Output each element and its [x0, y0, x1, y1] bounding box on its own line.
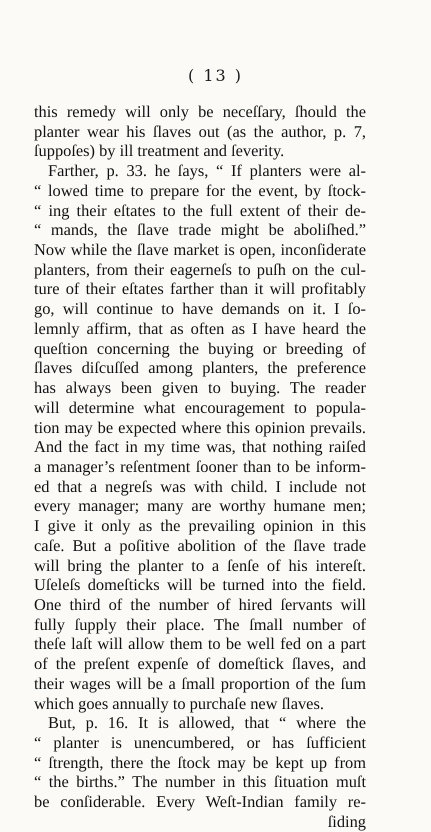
text-line: I give it only as the prevailing opinion in this — [34, 516, 366, 536]
text-line: go, will continue to have demands on it. I ſo- — [34, 299, 366, 319]
text-line: ed that a negreſs was with child. I include not — [34, 476, 366, 496]
text-line: a manager’s reſentment ſooner than to be inform- — [34, 456, 366, 476]
text-line: lemnly affirm, that as often as I have heard the — [34, 318, 366, 338]
text-line: “ ing their eſtates to the full extent of their de- — [34, 200, 366, 220]
text-line: ſuppoſes) by ill treatment and ſeverity. — [34, 141, 285, 161]
text-line: be conſiderable. Every Weſt-Indian family re- — [34, 792, 366, 812]
text-line: ſlaves diſcuſſed among planters, the preference — [34, 358, 366, 378]
text-line: every manager; many are worthy humane men; — [34, 496, 366, 516]
text-line: will determine what encouragement to popula- — [34, 397, 366, 417]
text-line: planter wear his ſlaves out (as the author, p. 7, — [34, 121, 366, 141]
text-line: “ planter is unencumbered, or has ſufficient — [34, 733, 366, 752]
text-line: fully ſupply their place. The ſmall number of — [34, 614, 366, 634]
text-line: of the preſent expenſe of domeſtick ſlaves, and — [34, 654, 366, 674]
text-line: will bring the planter to a ſenſe of his intereſt. — [34, 555, 366, 575]
text-line: queſtion concerning the buying or breeding of — [34, 338, 366, 358]
text-line: caſe. But a poſitive abolition of the ſlave trade — [34, 535, 366, 555]
text-line: this remedy will only be neceſſary, ſhould the — [34, 102, 366, 121]
text-line: And the fact in my time was, that nothing raiſed — [34, 437, 366, 457]
catchword: ſiding — [327, 811, 366, 831]
text-line: “ the births.” The number in this ſituation muſt — [34, 772, 366, 792]
text-line: “ ſtrength, there the ſtock may be kept up from — [34, 752, 366, 772]
text-line: which goes annually to purchaſe new ſlaves. — [34, 693, 324, 713]
text-line: “ lowed time to prepare for the event, by ſtock- — [34, 180, 366, 200]
text-line: theſe laſt will allow them to be well fed on a part — [34, 634, 366, 654]
text-line: their wages will be a ſmall proportion of the ſum — [34, 673, 366, 693]
text-line: tion may be expected where this opinion prevails. — [34, 417, 366, 437]
text-line: Farther, p. 33. he ſays, “ If planters were al- — [48, 161, 366, 181]
body-text — [34, 102, 366, 832]
page-number: ( 13 ) — [187, 66, 243, 85]
text-line: ture of their eſtates farther than it will profitably — [34, 279, 366, 299]
text-line: Now while the ſlave market is open, inconſiderate — [34, 240, 366, 260]
text-line: planters, from their eagerneſs to puſh on the cul- — [34, 259, 366, 279]
text-line: One third of the number of hired ſervants will — [34, 594, 366, 614]
text-line: Uſeleſs domeſticks will be turned into the field. — [34, 575, 366, 595]
text-line: But, p. 16. It is allowed, that “ where the — [48, 713, 366, 733]
text-line: has always been given to buying. The reader — [34, 378, 366, 398]
text-line: “ mands, the ſlave trade might be aboliſhed.” — [34, 220, 366, 240]
